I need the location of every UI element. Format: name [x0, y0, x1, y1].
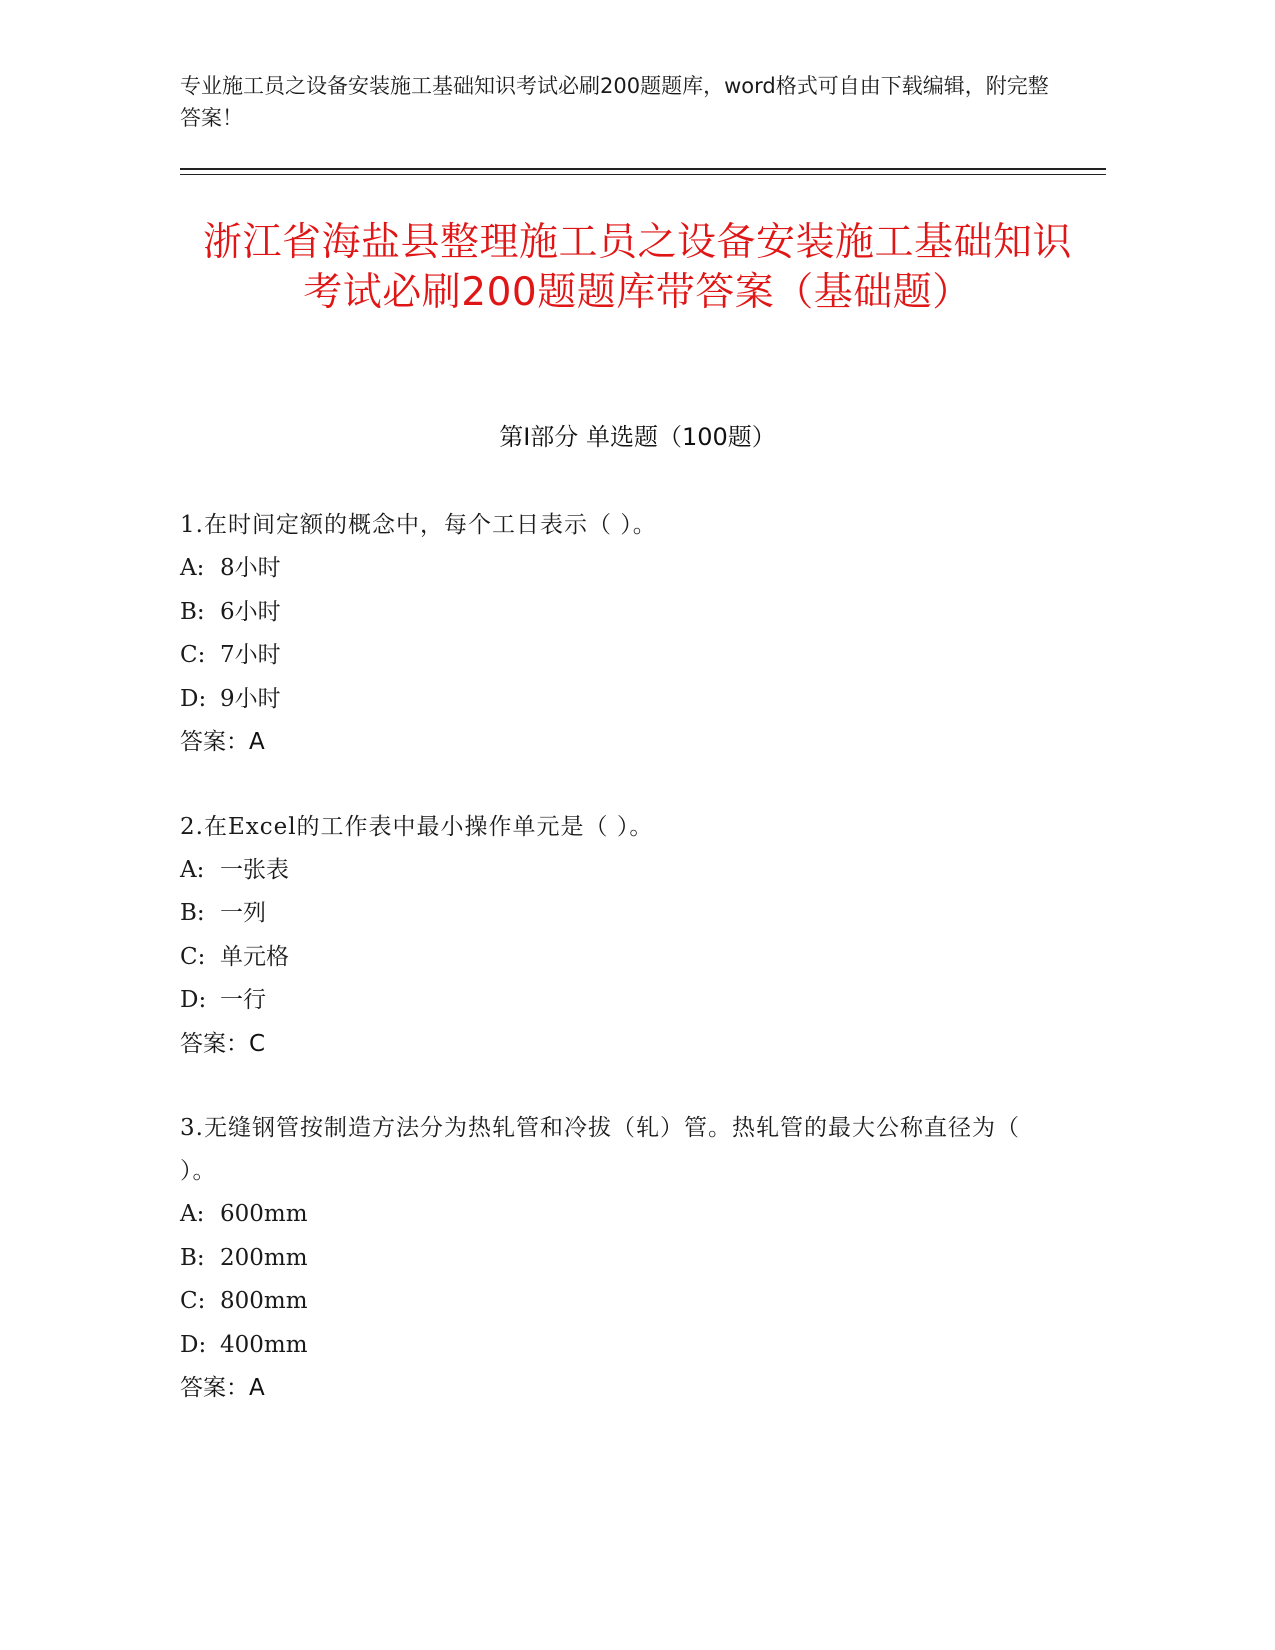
option-text: 400mm: [220, 1331, 308, 1358]
option-b: [180, 892, 1060, 936]
option-text: 一行: [220, 987, 266, 1013]
option-text: 一列: [220, 900, 266, 926]
option-letter: A:: [180, 555, 205, 581]
option-text: 一张表: [220, 856, 289, 883]
option-text: 800mm: [220, 1288, 308, 1314]
option-letter: A:: [180, 1201, 205, 1227]
option-d: [180, 678, 1060, 722]
option-text: 200mm: [220, 1244, 308, 1271]
header-note: 专业施工员之设备安装施工基础知识考试必刷200题题库，word格式可自由下载编辑，附完整答案！: [180, 74, 1049, 130]
option-text: 单元格: [220, 943, 289, 970]
question-list: [180, 504, 1060, 1452]
option-letter: C:: [180, 943, 206, 970]
option-text: 9小时: [220, 685, 281, 712]
section-heading: 第I部分 单选题（100题）: [499, 423, 776, 451]
option-letter: D:: [180, 685, 207, 712]
header-divider-thin: [180, 174, 1106, 175]
option-d: [180, 979, 1060, 1023]
question-stem: 2.在Excel的工作表中最小操作单元是（ ）。: [180, 813, 654, 840]
header-divider-thick: [180, 168, 1106, 170]
option-c: [180, 634, 1060, 678]
answer-line: 答案：C: [180, 1030, 266, 1057]
option-text: 600mm: [220, 1201, 308, 1227]
option-c: [180, 936, 1060, 980]
option-text: 7小时: [220, 642, 281, 668]
document-title: 浙江省海盐县整理施工员之设备安装施工基础知识考试必刷200题题库带答案（基础题）: [202, 220, 1072, 315]
option-b: [180, 591, 1060, 635]
option-text: 6小时: [220, 598, 281, 625]
option-c: [180, 1280, 1060, 1324]
option-text: 8小时: [220, 555, 281, 581]
option-b: [180, 1237, 1060, 1281]
question-stem: 3.无缝钢管按制造方法分为热轧管和冷拔（轧）管。热轧管的最大公称直径为（ ）。: [180, 1115, 1020, 1184]
option-d: [180, 1324, 1060, 1368]
question-3: [180, 1107, 1060, 1411]
question-1: [180, 504, 1060, 765]
option-letter: B:: [180, 598, 205, 625]
question-2: [180, 806, 1060, 1067]
option-letter: B:: [180, 1244, 205, 1271]
option-a: [180, 1193, 1060, 1237]
option-a: [180, 849, 1060, 893]
option-letter: C:: [180, 642, 206, 668]
option-letter: C:: [180, 1288, 206, 1314]
answer-line: 答案：A: [180, 1375, 265, 1401]
option-letter: D:: [180, 987, 207, 1013]
option-letter: D:: [180, 1331, 207, 1358]
question-stem: 1.在时间定额的概念中，每个工日表示（ ）。: [180, 512, 657, 538]
answer-line: 答案：A: [180, 729, 265, 755]
option-letter: A:: [180, 856, 205, 883]
option-letter: B:: [180, 900, 205, 926]
option-a: [180, 547, 1060, 591]
